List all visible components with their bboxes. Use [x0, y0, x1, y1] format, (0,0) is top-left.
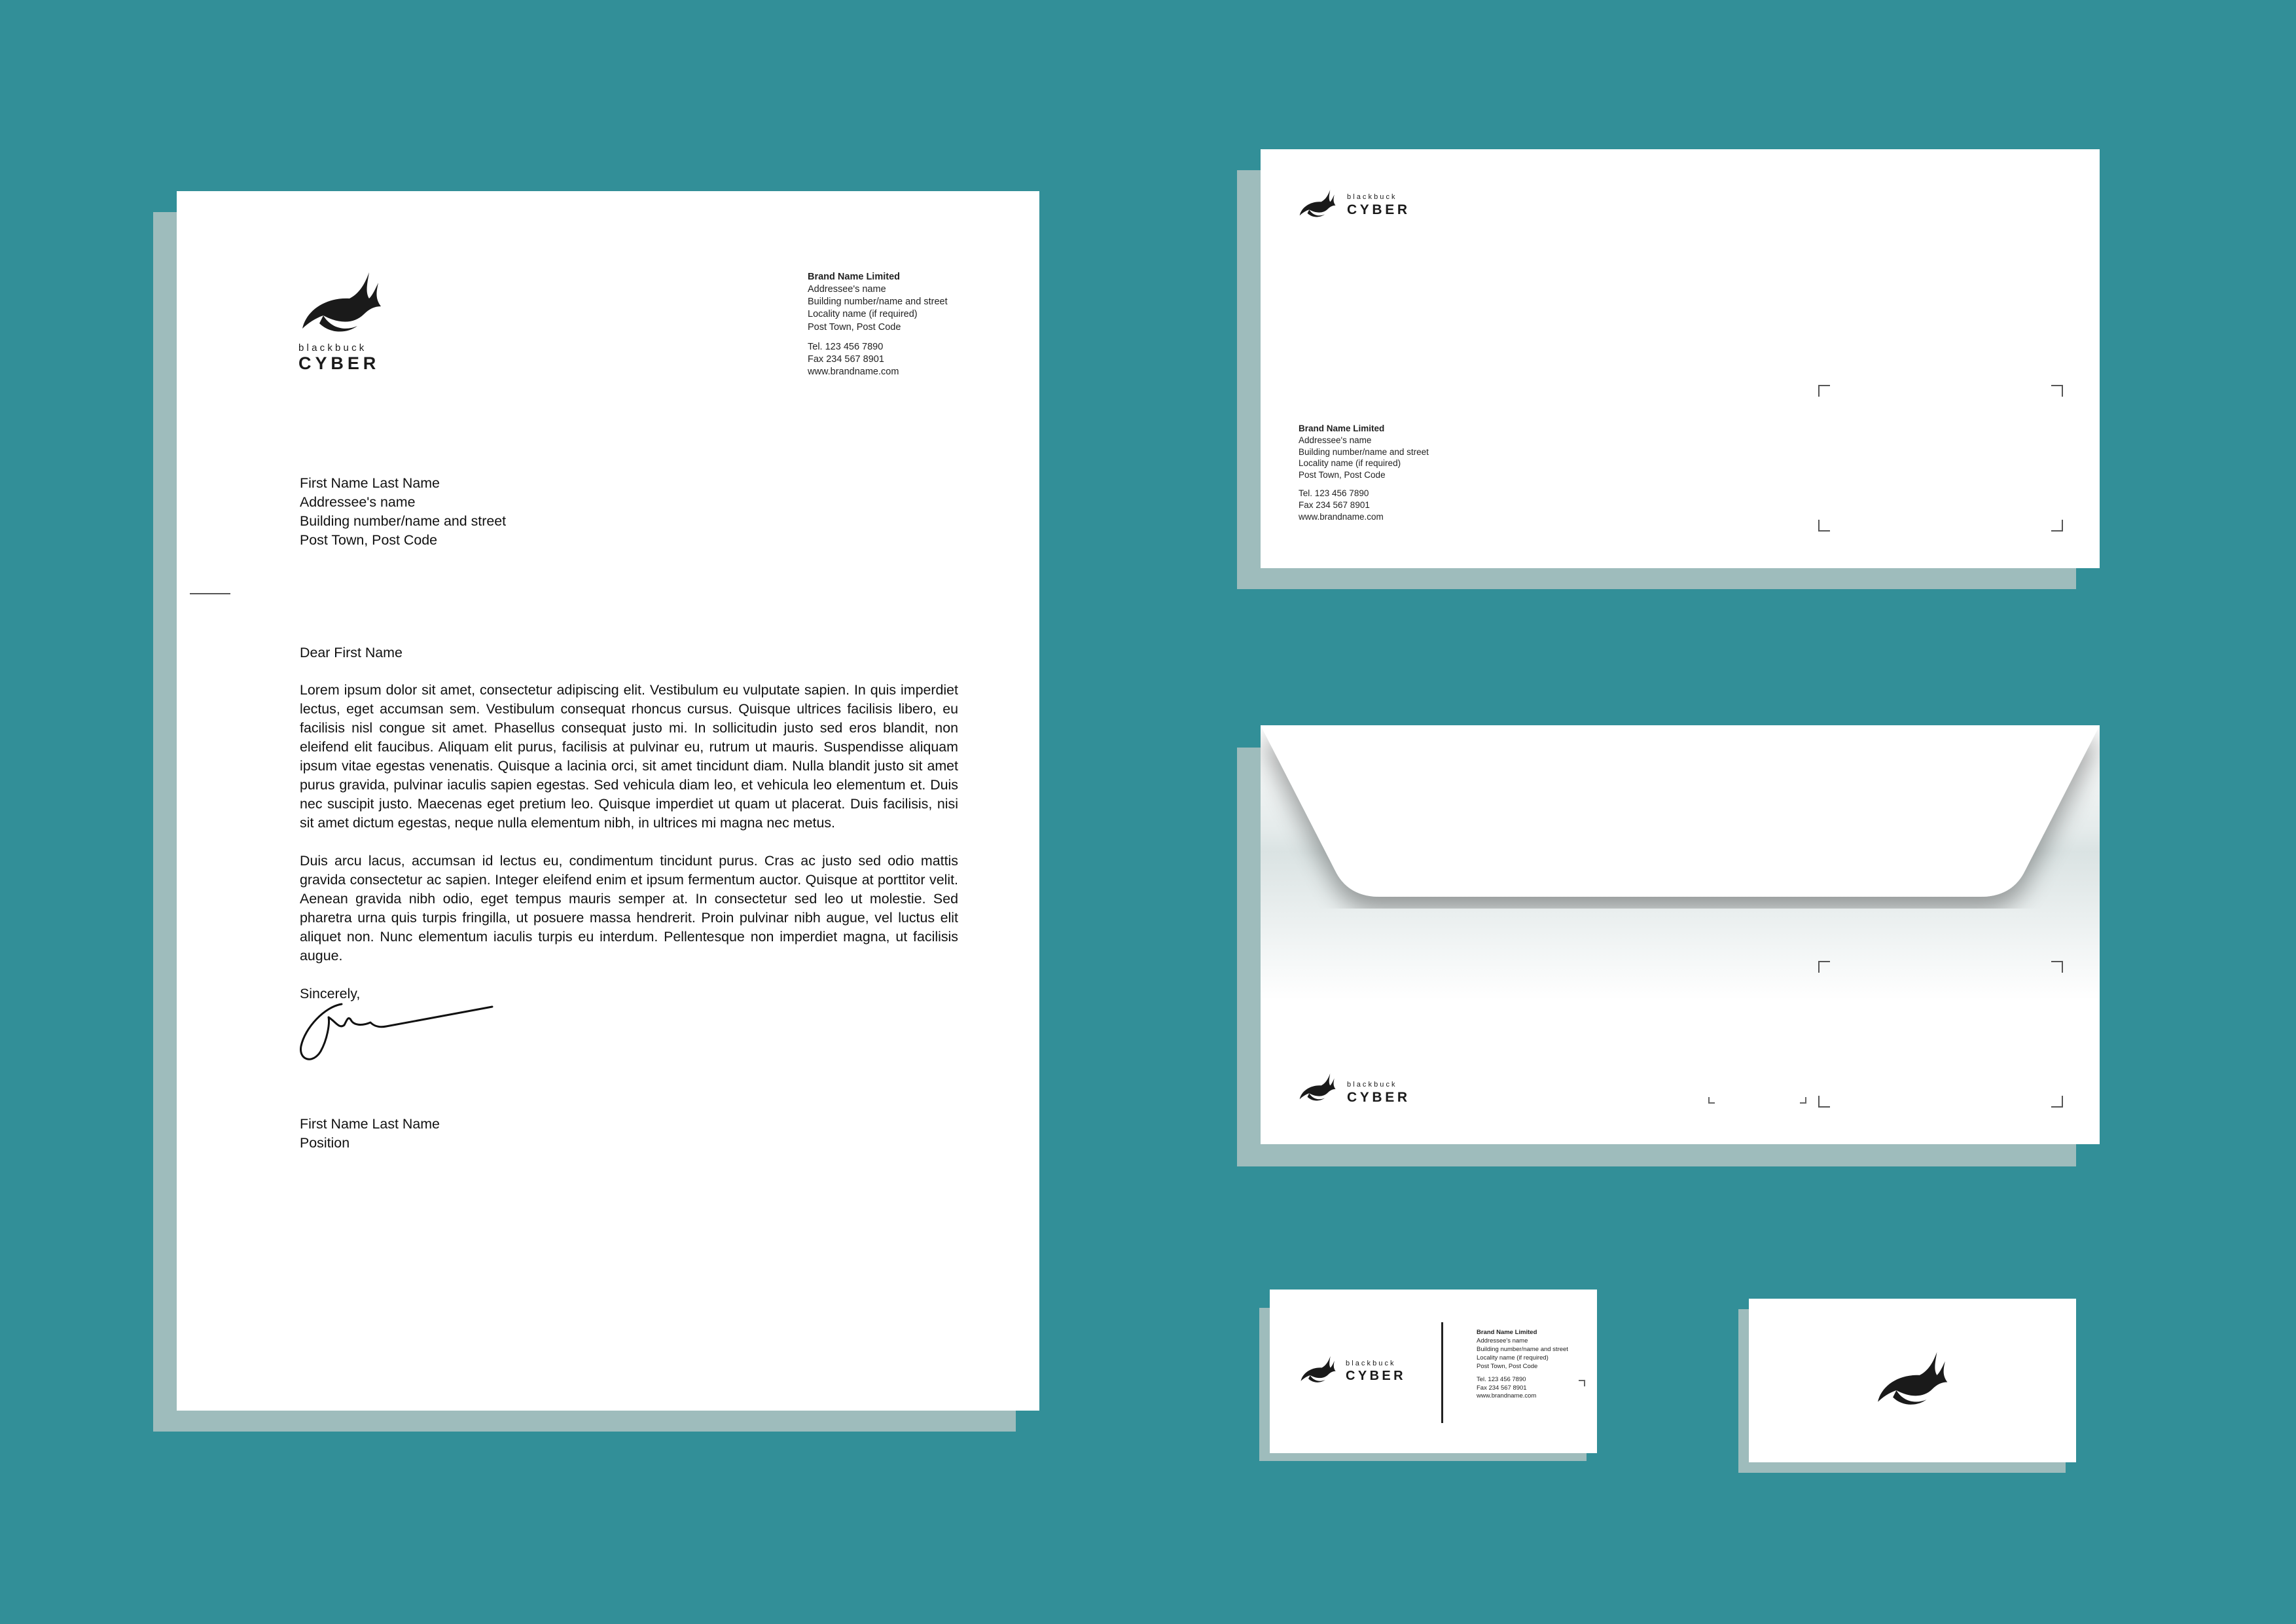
sender-web: www.brandname.com [1299, 511, 1384, 522]
sender-addressee: Addressee's name [808, 284, 886, 295]
wordmark-big: CYBER [298, 353, 380, 373]
wordmark-big: CYBER [1347, 1090, 1410, 1105]
wordmark-small: blackbuck [1346, 1360, 1396, 1367]
wordmark-small: blackbuck [1347, 1081, 1397, 1089]
wordmark-small: blackbuck [298, 342, 367, 353]
blackbuck-logo-icon [1297, 1070, 1339, 1106]
sender-post-town: Post Town, Post Code [808, 321, 901, 333]
sender-locality: Locality name (if required) [1477, 1354, 1549, 1362]
wordmark-big: CYBER [1346, 1369, 1407, 1383]
blackbuck-logo-icon [297, 271, 389, 336]
blackbuck-logo-icon [1299, 1352, 1339, 1388]
recipient-post-town: Post Town, Post Code [300, 532, 438, 548]
window-corner-mark [1818, 520, 1830, 532]
recipient-addressee: Addressee's name [300, 494, 416, 510]
sender-addressee: Addressee's name [1299, 435, 1372, 445]
blackbuck-logo-icon [1297, 186, 1339, 223]
sender-building: Building number/name and street [1477, 1345, 1568, 1353]
small-mark [1579, 1380, 1585, 1386]
window-corner-mark [2051, 961, 2063, 973]
signer-position: Position [300, 1135, 350, 1151]
letterhead [177, 191, 1039, 1411]
sender-company: Brand Name Limited [808, 272, 900, 282]
small-mark [1800, 1097, 1806, 1104]
sender-web: www.brandname.com [1477, 1392, 1537, 1400]
closing: Sincerely, [300, 986, 361, 1001]
recipient-name: First Name Last Name [300, 475, 440, 491]
salutation: Dear First Name [300, 645, 403, 660]
signature-icon [298, 1000, 501, 1066]
window-corner-mark [1818, 1096, 1830, 1108]
sender-web: www.brandname.com [808, 366, 899, 377]
sender-fax: Fax 234 567 8901 [1477, 1384, 1527, 1392]
window-corner-mark [1818, 385, 1830, 397]
sender-addressee: Addressee's name [1477, 1337, 1528, 1344]
business-card-front [1270, 1290, 1597, 1453]
sender-tel: Tel. 123 456 7890 [1477, 1375, 1526, 1383]
envelope-back [1261, 725, 2100, 1144]
sender-locality: Locality name (if required) [1299, 458, 1401, 469]
sender-locality: Locality name (if required) [808, 309, 918, 320]
window-corner-mark [2051, 1096, 2063, 1108]
wordmark-small: blackbuck [1347, 193, 1397, 201]
recipient-building: Building number/name and street [300, 513, 507, 529]
body-paragraph-1: Lorem ipsum dolor sit amet, consectetur adipiscing elit. Vestibulum eu vulputate sapien. In quis imperdiet lectus, eget accumsan sem. Vestibulum consequat rhoncus cursus. Quisque ultrices facilisis libero, eu facilisis nisl congue sit amet. Phasellus consequat justo mi. In sollicitudin justo sed eros blandit, non eleifend elit faucibus. Aliquam elit purus, facilisis at pulvinar eu, rutrum ut mauris. Suspendisse aliquam ipsum vitae egestas venenatis. Quisque a lacinia orci, sit amet tincidunt diam. Nulla blandit justo sit amet purus gravida, pulvinar iaculis sapien egestas. Sed vehicula diam leo, et vehicula leo elementum et. Duis nec suscipit justo. Maecenas eget pretium leo. Quisque imperdiet ut quam ut placerat. Duis facilisis, nisi sit amet dictum egestas, neque nulla elementum nibh, in ultrices mi magna nec metus. [300, 682, 958, 831]
sender-company: Brand Name Limited [1299, 424, 1385, 433]
sender-post-town: Post Town, Post Code [1299, 470, 1386, 480]
envelope-flap [1261, 725, 2100, 909]
business-card-back [1749, 1299, 2076, 1462]
sender-fax: Fax 234 567 8901 [808, 353, 884, 365]
envelope-sender-address [1299, 423, 1429, 523]
body-paragraph-2: Duis arcu lacus, accumsan id lectus eu, condimentum tincidunt purus. Cras ac justo sed odio mattis gravida consectetur ac sapien. Integer eleifend enim et ipsum fermentum auctor. Quisque at porttitor velit. Aenean gravida nibh odio, eget tempus mauris semper at. In consectetur sed leo ut molestie. Sed pharetra urna quis turpis fringilla, ut posuere massa hendrerit. Proin pulvinar nibh augue, vel luctus elit aliquet non. Nunc elementum iaculis turpis eu interdum. Pellentesque non imperdiet magna, ut facilisis augue. [300, 853, 958, 964]
sender-building: Building number/name and street [1299, 446, 1429, 457]
signer-name: First Name Last Name [300, 1116, 440, 1132]
window-corner-mark [2051, 385, 2063, 397]
window-corner-mark [2051, 520, 2063, 532]
small-mark [1708, 1097, 1715, 1104]
sender-tel: Tel. 123 456 7890 [808, 341, 884, 352]
sender-address [808, 271, 948, 378]
blackbuck-logo-icon [1873, 1346, 1954, 1414]
wordmark-big: CYBER [1347, 202, 1410, 217]
envelope-front [1261, 149, 2100, 568]
sender-post-town: Post Town, Post Code [1477, 1362, 1538, 1370]
card-contact [1477, 1329, 1568, 1401]
sender-tel: Tel. 123 456 7890 [1299, 488, 1369, 499]
sender-fax: Fax 234 567 8901 [1299, 500, 1370, 510]
fold-mark [190, 593, 230, 594]
card-divider [1441, 1322, 1443, 1423]
sender-building: Building number/name and street [808, 297, 948, 308]
sender-company: Brand Name Limited [1477, 1329, 1537, 1336]
window-corner-mark [1818, 961, 1830, 973]
